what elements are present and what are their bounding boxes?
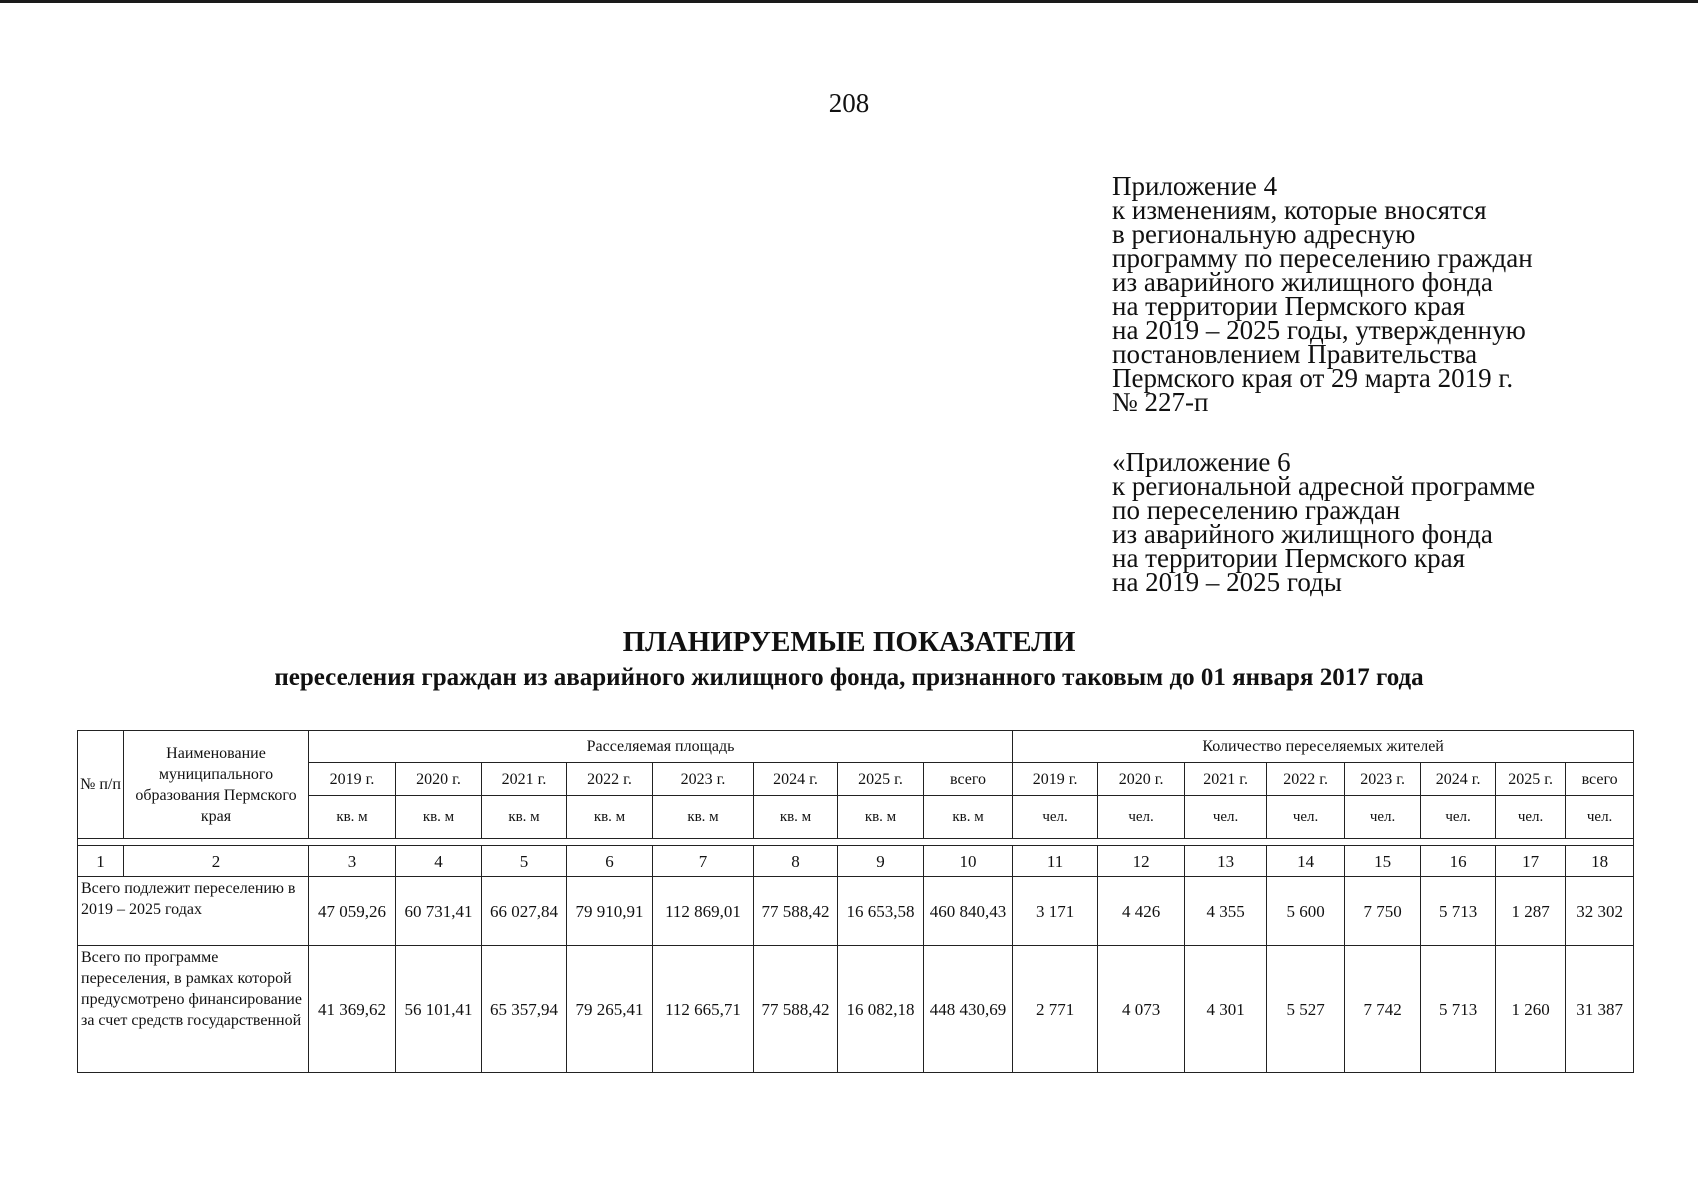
unit-header-area: кв. м	[309, 796, 396, 839]
appendix-6-line: по переселению граждан	[1112, 495, 1401, 525]
people-value: 7 750	[1345, 877, 1421, 946]
column-index: 3	[309, 846, 396, 877]
people-value: 1 260	[1496, 946, 1566, 1073]
appendix-4-line: в региональную адресную	[1112, 219, 1416, 249]
year-header: 2021 г.	[482, 763, 567, 796]
table-units-row	[78, 796, 1634, 839]
area-value: 65 357,94	[482, 946, 567, 1073]
appendix-4-line: из аварийного жилищного фонда	[1112, 267, 1493, 297]
table-years-row	[78, 763, 1634, 796]
column-index: 2	[124, 846, 309, 877]
column-header-name: Наименование муниципального образования Пермского края	[124, 731, 309, 839]
year-header: всего	[1566, 763, 1634, 796]
people-value: 2 771	[1013, 946, 1098, 1073]
year-header: 2022 г.	[1267, 763, 1345, 796]
appendix-6-line: на территории Пермского края	[1112, 543, 1466, 573]
appendix-6-header	[1112, 447, 1672, 597]
people-value: 5 713	[1421, 946, 1496, 1073]
area-value: 79 910,91	[567, 877, 653, 946]
area-value: 79 265,41	[567, 946, 653, 1073]
year-header: 2019 г.	[309, 763, 396, 796]
area-total: 460 840,43	[924, 877, 1013, 946]
unit-header-area: кв. м	[653, 796, 754, 839]
separator-cell	[78, 839, 1634, 846]
area-value: 16 653,58	[838, 877, 924, 946]
year-header: 2023 г.	[653, 763, 754, 796]
column-index: 16	[1421, 846, 1496, 877]
column-index: 17	[1496, 846, 1566, 877]
table-row	[78, 877, 1634, 946]
area-value: 16 082,18	[838, 946, 924, 1073]
column-index: 11	[1013, 846, 1098, 877]
area-value: 56 101,41	[396, 946, 482, 1073]
column-index: 8	[754, 846, 838, 877]
people-value: 4 355	[1185, 877, 1267, 946]
column-index: 13	[1185, 846, 1267, 877]
unit-header-people: чел.	[1496, 796, 1566, 839]
people-value: 7 742	[1345, 946, 1421, 1073]
appendix-6-line: «Приложение 6	[1112, 447, 1291, 477]
table-header-row	[78, 731, 1634, 763]
appendix-4-line: программу по переселению граждан	[1112, 243, 1533, 273]
area-value: 112 869,01	[653, 877, 754, 946]
appendix-4-line: на 2019 – 2025 годы, утвержденную	[1112, 315, 1526, 345]
people-value: 3 171	[1013, 877, 1098, 946]
year-header: 2025 г.	[1496, 763, 1566, 796]
area-value: 41 369,62	[309, 946, 396, 1073]
unit-header-people: чел.	[1267, 796, 1345, 839]
appendix-4-line: к изменениям, которые вносятся	[1112, 195, 1487, 225]
row-name: Всего подлежит переселению в 2019 – 2025 годах	[78, 877, 309, 946]
unit-header-area: кв. м	[396, 796, 482, 839]
column-index: 4	[396, 846, 482, 877]
top-border-line	[0, 0, 1698, 3]
unit-header-area: кв. м	[924, 796, 1013, 839]
column-index: 18	[1566, 846, 1634, 877]
column-index: 10	[924, 846, 1013, 877]
appendix-4-header	[1112, 171, 1672, 417]
unit-header-people: чел.	[1566, 796, 1634, 839]
unit-header-people: чел.	[1421, 796, 1496, 839]
column-header-number: № п/п	[78, 731, 124, 839]
year-header: всего	[924, 763, 1013, 796]
row-name: Всего по программе переселения, в рамках которой предусмотрено финансирование за счет средств государственной	[78, 946, 309, 1073]
year-header: 2020 г.	[396, 763, 482, 796]
column-index: 1	[78, 846, 124, 877]
people-value: 4 301	[1185, 946, 1267, 1073]
area-value: 60 731,41	[396, 877, 482, 946]
people-total: 31 387	[1566, 946, 1634, 1073]
appendix-4-line: Приложение 4	[1112, 171, 1278, 201]
table-header-separator	[78, 839, 1634, 846]
year-header: 2025 г.	[838, 763, 924, 796]
column-index-row	[78, 846, 1634, 877]
column-index: 14	[1267, 846, 1345, 877]
column-group-area: Расселяемая площадь	[309, 731, 1013, 763]
unit-header-people: чел.	[1345, 796, 1421, 839]
column-index: 9	[838, 846, 924, 877]
page-number: 208	[828, 88, 870, 118]
area-value: 77 588,42	[754, 946, 838, 1073]
unit-header-area: кв. м	[754, 796, 838, 839]
people-value: 5 600	[1267, 877, 1345, 946]
people-value: 5 713	[1421, 877, 1496, 946]
area-value: 66 027,84	[482, 877, 567, 946]
area-value: 77 588,42	[754, 877, 838, 946]
year-header: 2020 г.	[1098, 763, 1185, 796]
people-value: 4 426	[1098, 877, 1185, 946]
area-value: 112 665,71	[653, 946, 754, 1073]
year-header: 2024 г.	[754, 763, 838, 796]
year-header: 2021 г.	[1185, 763, 1267, 796]
unit-header-people: чел.	[1098, 796, 1185, 839]
year-header: 2024 г.	[1421, 763, 1496, 796]
year-header: 2022 г.	[567, 763, 653, 796]
column-index: 15	[1345, 846, 1421, 877]
area-total: 448 430,69	[924, 946, 1013, 1073]
appendix-4-line: постановлением Правительства	[1112, 339, 1478, 369]
document-title: ПЛАНИРУЕМЫЕ ПОКАЗАТЕЛИ	[622, 626, 1076, 658]
column-group-people: Количество переселяемых жителей	[1013, 731, 1634, 763]
document-subtitle: переселения граждан из аварийного жилищного фонда, признанного таковым до 01 января 2017 года	[274, 664, 1424, 691]
unit-header-area: кв. м	[838, 796, 924, 839]
people-total: 32 302	[1566, 877, 1634, 946]
unit-header-area: кв. м	[567, 796, 653, 839]
appendix-4-line: на территории Пермского края	[1112, 291, 1466, 321]
year-header: 2019 г.	[1013, 763, 1098, 796]
people-value: 5 527	[1267, 946, 1345, 1073]
people-value: 4 073	[1098, 946, 1185, 1073]
appendix-4-line: Пермского края от 29 марта 2019 г.	[1112, 363, 1514, 393]
column-index: 6	[567, 846, 653, 877]
column-index: 5	[482, 846, 567, 877]
unit-header-people: чел.	[1185, 796, 1267, 839]
appendix-6-line: к региональной адресной программе	[1112, 471, 1536, 501]
unit-header-area: кв. м	[482, 796, 567, 839]
column-index: 12	[1098, 846, 1185, 877]
year-header: 2023 г.	[1345, 763, 1421, 796]
column-index: 7	[653, 846, 754, 877]
area-value: 47 059,26	[309, 877, 396, 946]
people-value: 1 287	[1496, 877, 1566, 946]
table-row	[78, 946, 1634, 1073]
indicators-table	[77, 730, 1634, 1073]
appendix-6-line: на 2019 – 2025 годы	[1112, 567, 1342, 597]
appendix-4-line: № 227-п	[1112, 387, 1209, 417]
appendix-6-line: из аварийного жилищного фонда	[1112, 519, 1493, 549]
unit-header-people: чел.	[1013, 796, 1098, 839]
